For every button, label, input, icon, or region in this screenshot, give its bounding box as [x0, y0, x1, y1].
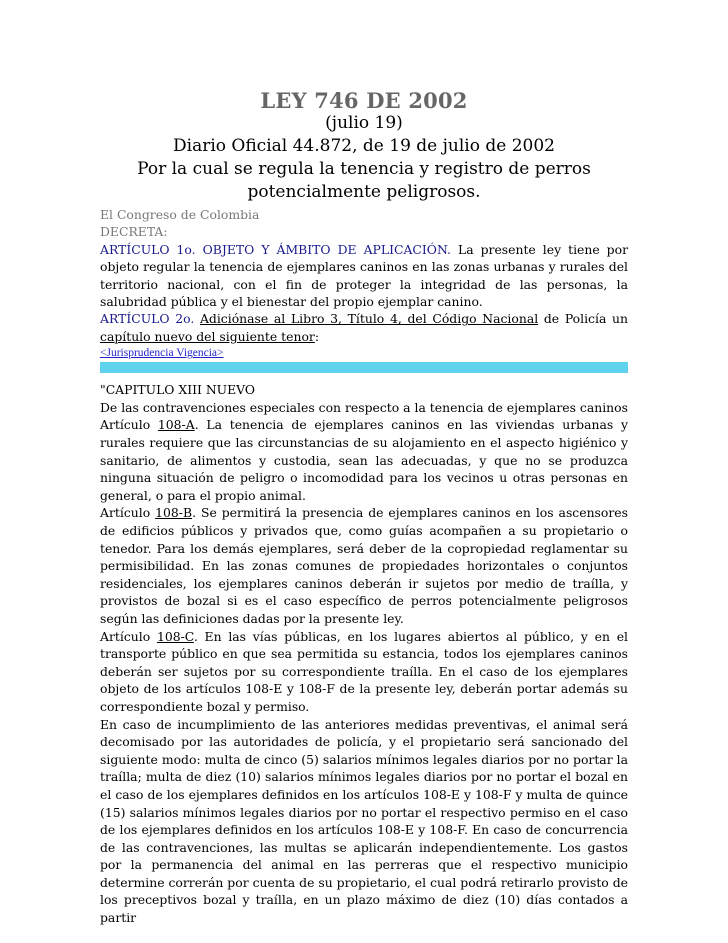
article-108c-text: . En las vías públicas, en los lugares abiertos al público, y en el transporte público en que sea permitida su estancia, todos los ejemplares caninos deberán ser sujetos por su correspondiente traílla. En el caso de los ejemplares objeto de los artículos 108-E y 108-F de la presente ley, deberán portar además su correspondiente bozal y permiso. — [100, 628, 628, 714]
article-108c-prefix: Artículo — [100, 628, 157, 644]
article-108a-prefix: Artículo — [100, 417, 158, 433]
article-108b — [100, 504, 628, 627]
article-108a-text: . La tenencia de ejemplares caninos en las viviendas urbanas y rurales requiere que las circunstancias de su alojamiento en el aspecto higiénico y sanitario, de alimentos y custodia, sean las adecuadas, y que no se produzca ninguna situación de peligro o incomodidad para los vecinos u otras personas en general, o para el propio animal. — [100, 417, 628, 503]
law-title: LEY 746 DE 2002 — [260, 88, 468, 113]
law-subject-line-2: potencialmente peligrosos. — [247, 182, 481, 202]
article-1 — [100, 241, 628, 311]
article-1-heading: ARTÍCULO 1o. OBJETO Y ÁMBITO DE APLICACIÓN. — [100, 241, 451, 257]
article-108a — [100, 416, 628, 504]
article-108c-link[interactable]: 108-C — [156, 628, 194, 644]
article-108b-prefix: Artículo — [100, 505, 156, 521]
issuer: El Congreso de Colombia — [100, 207, 260, 222]
article-2-mid: de Policía un — [538, 311, 628, 327]
chapter-body — [100, 381, 628, 926]
article-108b-link[interactable]: 108-B — [155, 505, 193, 521]
gazette-reference: Diario Oficial 44.872, de 19 de julio de 2002 — [173, 136, 555, 156]
article-2-end: : — [314, 328, 320, 344]
section-divider-bar — [100, 362, 628, 373]
law-date: (julio 19) — [325, 113, 403, 133]
document-page — [100, 88, 628, 927]
article-1-text: La presente ley tiene por objeto regular la tenencia de ejemplares caninos en las zonas urbanas y rurales del territorio nacional, con el fin de proteger la integridad de las personas, la salubridad pública y el bienestar del propio ejemplar canino. — [100, 241, 628, 310]
chapter-subtitle: De las contravenciones especiales con respecto a la tenencia de ejemplares caninos — [100, 399, 628, 415]
decreta: DECRETA: — [100, 224, 168, 240]
article-2-link-libro[interactable]: Adiciónase al Libro 3, Título 4, del Código Nacional — [199, 311, 539, 327]
article-2 — [100, 310, 628, 345]
article-108c — [100, 628, 628, 716]
chapter-heading: "CAPITULO XIII NUEVO — [100, 382, 256, 398]
jurisprudencia-vigencia-link[interactable]: <Jurisprudencia Vigencia> — [100, 347, 224, 360]
article-2-heading: ARTÍCULO 2o. — [100, 311, 195, 327]
law-subject-line-1: Por la cual se regula la tenencia y registro de perros — [137, 159, 591, 179]
article-2-link-capitulo[interactable]: capítulo nuevo del siguiente tenor — [100, 328, 315, 344]
sanctions-paragraph: En caso de incumplimiento de las anteriores medidas preventivas, el animal será decomisado por las autoridades de policía, y el propietario será sancionado del siguiente modo: multa de cinco (5) salarios mínimos legales diarios por no portar la traílla; multa de diez (10) salarios mínimos legales diarios por no portar el bozal en el caso de los ejemplares definidos en los artículos 108-E y 108-F y multa de quince (15) salarios mínimos legales diarios por no portar el respectivo permiso en el caso de los ejemplares definidos en los artículos 108-E y 108-F. En caso de concurrencia de las contravenciones, las multas se aplicarán independientemente. Los gastos por la permanencia del animal en las perreras que el respectivo municipio determine correrán por cuenta de su propietario, el cual podrá retirarlo provisto de los preceptivos bozal y traílla, en un plazo máximo de diez (10) días contados a partir — [100, 716, 628, 926]
article-108b-text: . Se permitirá la presencia de ejemplares caninos en los ascensores de edificios públicos y privados que, como guías acompañen a su propietario o tenedor. Para los demás ejemplares, será deber de la copropiedad reglamentar su permisibilidad. En las zonas comunes de propiedades horizontales o conjuntos residenciales, los ejemplares caninos deberán ir sujetos por medio de traílla, y provistos de bozal si es el caso específico de perros potencialmente peligrosos según las definiciones dadas por la presente ley. — [100, 505, 628, 626]
article-108a-link[interactable]: 108-A — [157, 417, 195, 433]
